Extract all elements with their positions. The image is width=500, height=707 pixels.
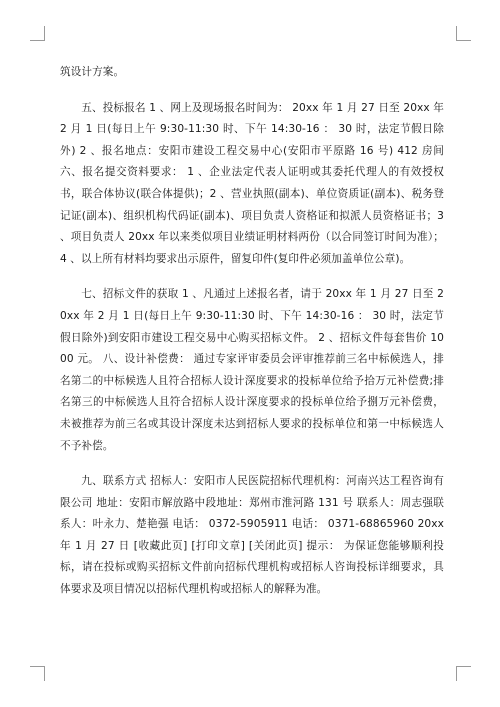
paragraph-tender-documents: 七、招标文件的获取 1 、凡通过上述报名者，请于 20xx 年 1 月 27 日至 20xx 年 2 月 1 日(每日上午 9:30-11:30 时、下午 14:30-16 ： 30 时，法定节假日除外)到安阳市建设工程交易中心购买招标文件。 2 、招标文件每套售价 1000 元。 八、设计补偿费： 通过专家评审委员会评审推荐前三名中标候选人，排名第二的中标候选人且符合招标人设计深度要求的投标单位给予拾万元补偿费;排名第三的中标候选人且符合招标人设计深度要求的投标单位给予捌万元补偿费，未被推荐为前三名或其设计深度未达到招标人要求的投标单位和第一中标候选人不予补偿。	[60, 288, 444, 452]
paragraph-registration: 五、投标报名 1 、网上及现场报名时间为： 20xx 年 1 月 27 日至 20xx 年 2 月 1 日(每日上午 9:30-11:30 时、下午 14:30-16 ： 30 时，法定节假日除外) 2 、报名地点：安阳市建设工程交易中心(安阳市平原路 16 号) 412 房间 六、报名提交资料要求： 1 、企业法定代表人证明或其委托代理人的有效授权书，联合体协议(联合体提供)；2 、营业执照(副本)、单位资质证(副本)、税务登记证(副本)、组织机构代码证(副本)、项目负责人资格证和拟派人员资格证书；3 、项目负责人 20xx 年以来类似项目业绩证明材料两份（以合同签订时间为准）；4 、以上所有材料均要求出示原件，留复印件(复印件必须加盖单位公章)。	[60, 101, 444, 265]
document-body	[60, 62, 444, 601]
crop-mark-bottom-right	[456, 666, 471, 681]
paragraph-continuation: 筑设计方案。	[60, 66, 125, 78]
crop-mark-bottom-left	[30, 666, 45, 681]
crop-mark-top-left	[30, 26, 45, 41]
paragraph-contact: 九、联系方式 招标人：安阳市人民医院招标代理机构：河南兴达工程咨询有限公司 地址：安阳市解放路中段地址：郑州市淮河路 131 号 联系人：周志强联系人：叶永力、楚艳强 电话： 0372-5905911 电话： 0371-68865960 20xx 年 1 月 27 日 [收藏此页] [打印文章] [关闭此页] 提示： 为保证您能够顺利投标，请在投标或购买招标文件前向招标代理机构或招标人咨询投标详细要求，具体要求及项目情况以招标代理机构或招标人的解释为准。	[60, 475, 444, 596]
crop-mark-top-right	[456, 26, 471, 41]
